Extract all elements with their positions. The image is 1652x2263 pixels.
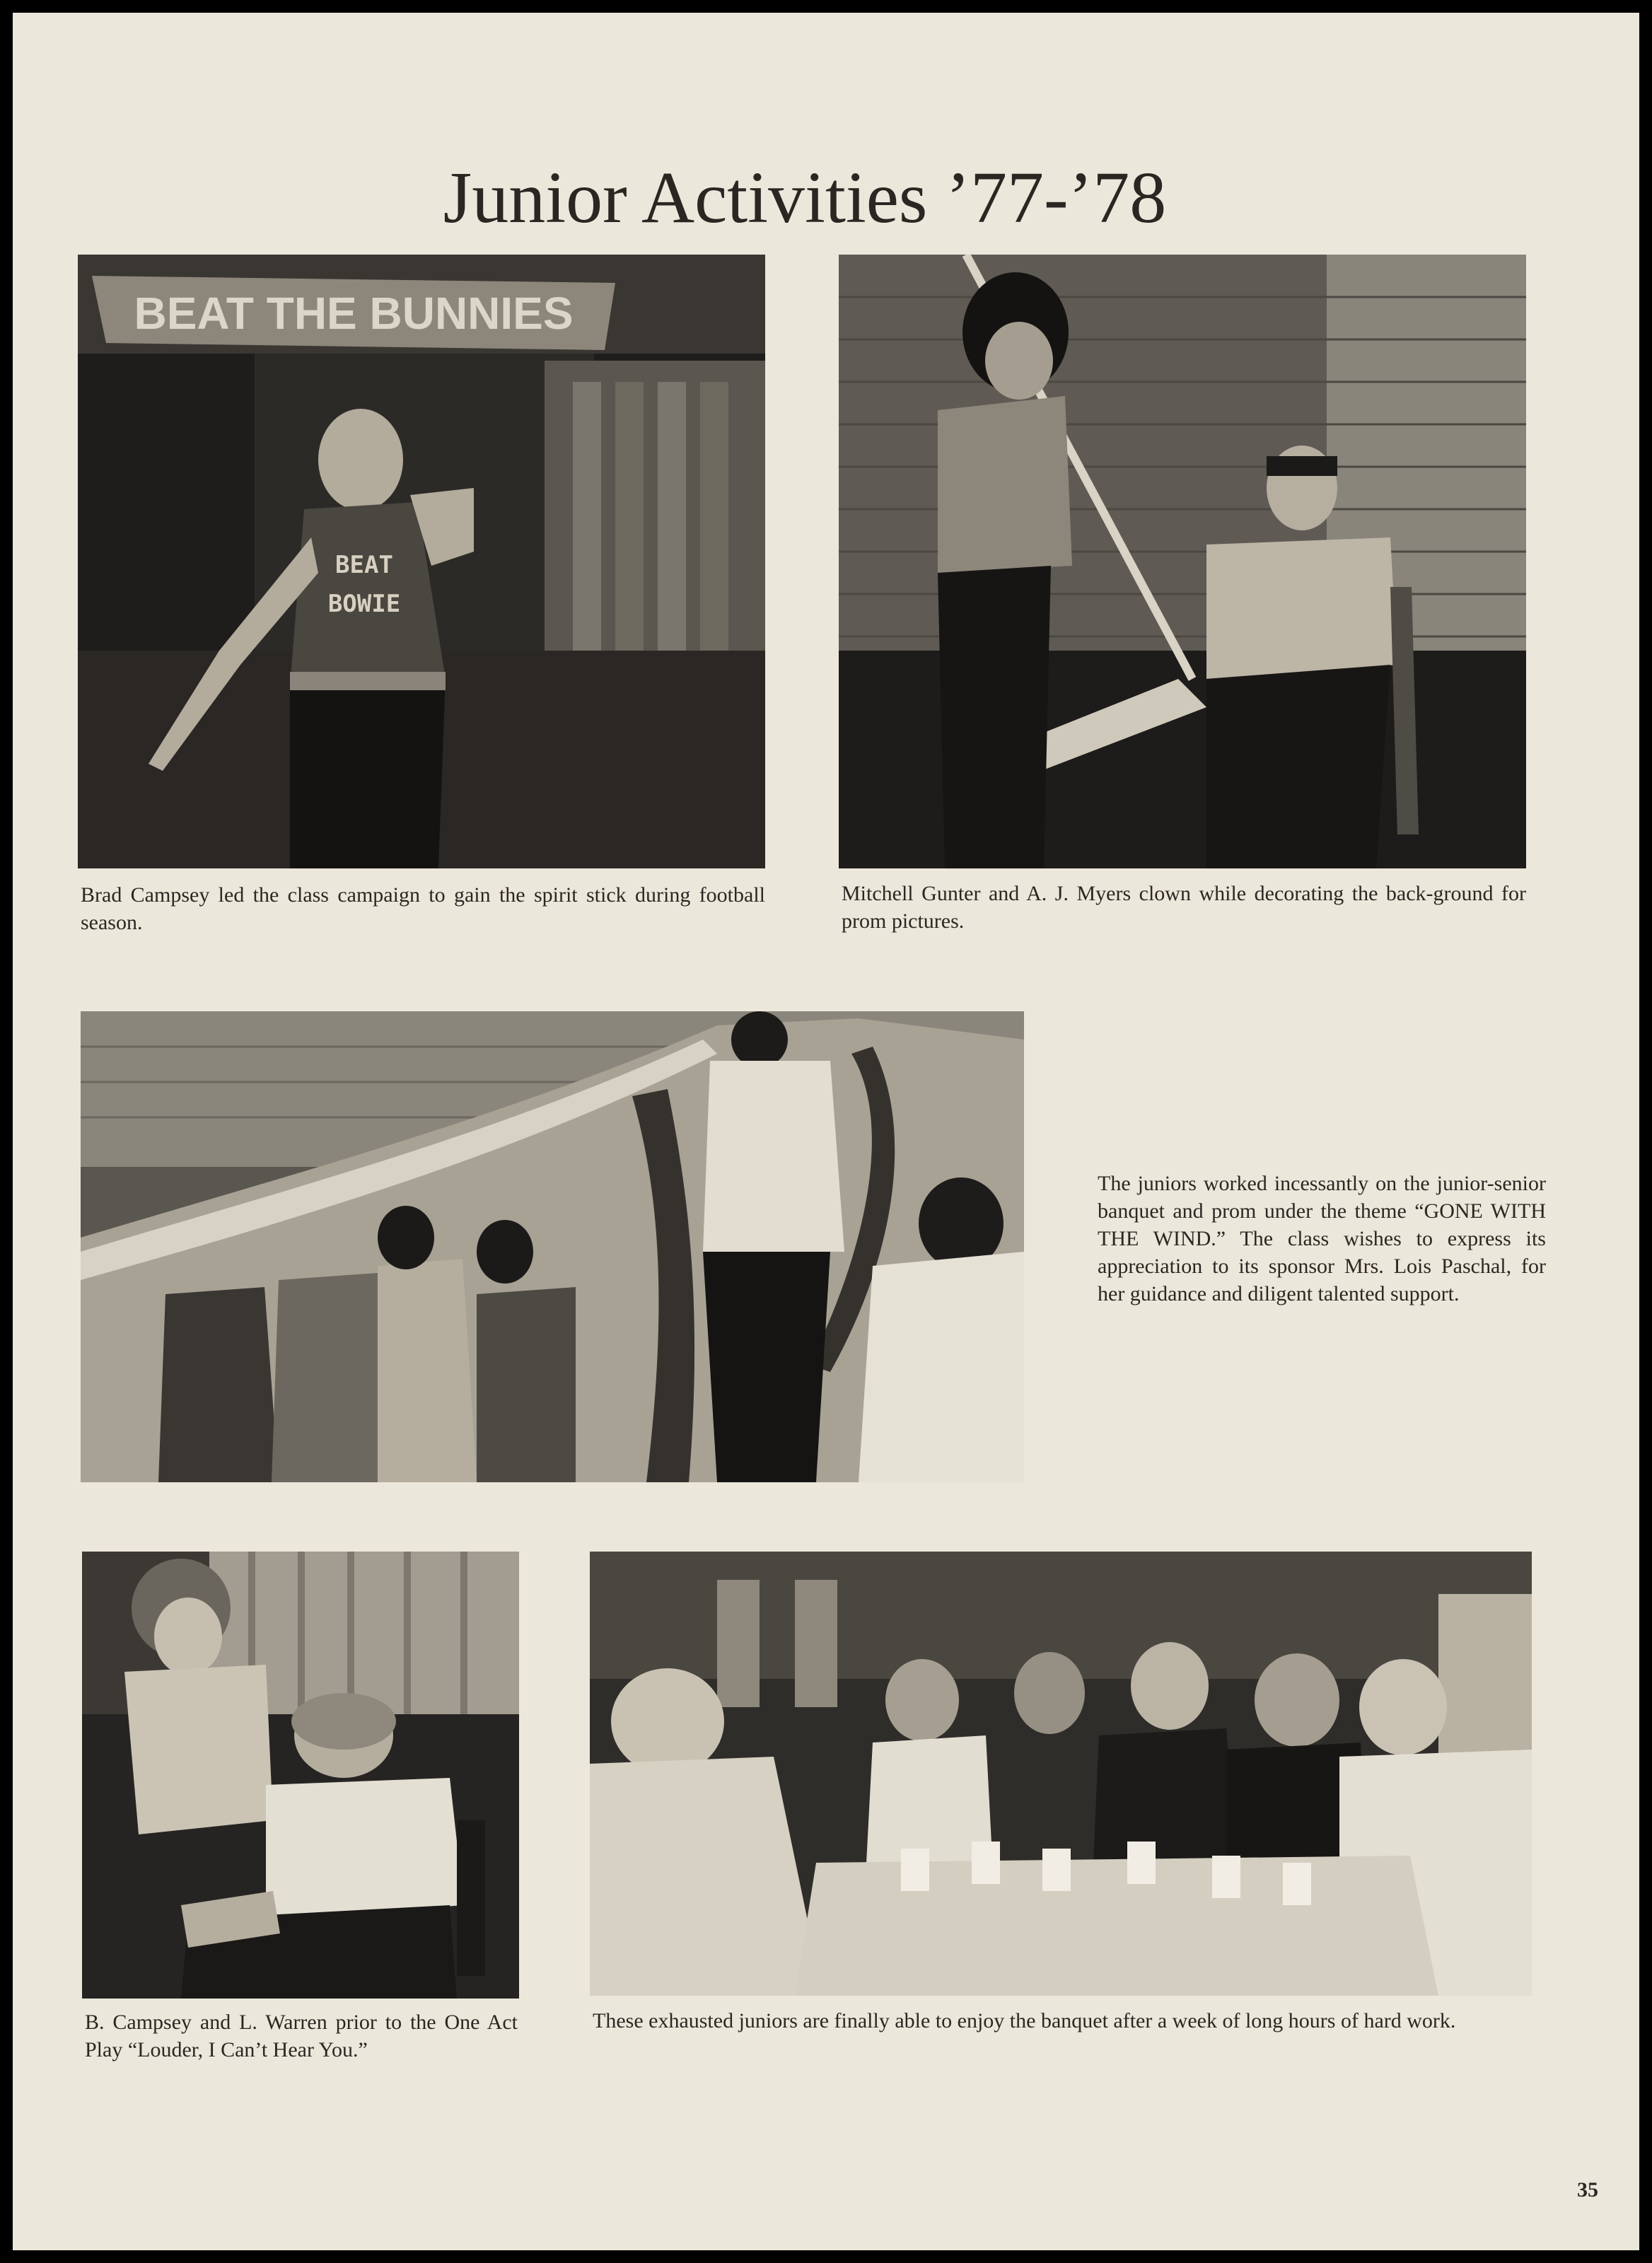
page-title: Junior Activities ’77-’78 bbox=[443, 157, 1167, 238]
banner-text: BEAT THE BUNNIES bbox=[134, 288, 574, 339]
caption-prom-background: Mitchell Gunter and A. J. Myers clown while decorating the back-ground for prom pictures. bbox=[842, 882, 1526, 933]
photo-spirit-campaign bbox=[78, 255, 765, 868]
caption-banquet-dinner: These exhausted juniors are finally able to enjoy the banquet after a week of long hours of hard work. bbox=[593, 2009, 1456, 2032]
photo-prom-background bbox=[839, 255, 1526, 868]
photo-one-act-play-image bbox=[82, 1552, 519, 1999]
photo-spirit-campaign-image bbox=[78, 255, 765, 868]
caption-one-act-play: B. Campsey and L. Warren prior to the One Act Play “Louder, I Can’t Hear You.” bbox=[85, 2011, 518, 2061]
page-number: 35 bbox=[1577, 2178, 1598, 2201]
shirt-text-line1: BEAT bbox=[335, 551, 393, 579]
shirt-text-line2: BOWIE bbox=[327, 590, 401, 618]
photo-banquet-dinner-image bbox=[590, 1552, 1532, 1996]
photo-prom-background-image bbox=[839, 255, 1526, 868]
photo-one-act-play bbox=[82, 1552, 519, 1999]
photo-banquet-dinner bbox=[590, 1552, 1532, 1996]
caption-banquet-decorating: The juniors worked incessantly on the junior-senior banquet and prom under the theme “GONE WITH THE WIND.” The class wishes to express its appreciation to its sponsor Mrs. Lois Paschal, for her guidance and diligent talented support. bbox=[1098, 1172, 1546, 1305]
photo-banquet-decorating-image bbox=[81, 1011, 1024, 1482]
caption-spirit-campaign: Brad Campsey led the class campaign to gain the spirit stick during football season. bbox=[81, 883, 765, 934]
photo-banquet-decorating bbox=[81, 1011, 1024, 1482]
yearbook-page bbox=[13, 13, 1639, 2250]
